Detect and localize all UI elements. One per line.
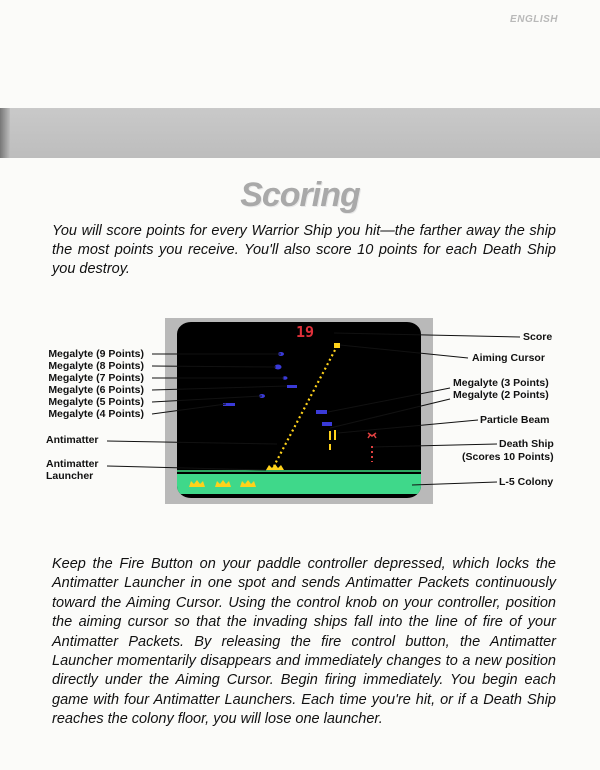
game-screen-graphics bbox=[177, 322, 421, 498]
particle-beam bbox=[329, 431, 331, 440]
label-megalyte-3: Megalyte (3 Points) bbox=[453, 377, 549, 389]
antimatter-launcher-icon bbox=[266, 464, 284, 470]
label-antimatter-launcher-line2: Launcher bbox=[46, 470, 94, 482]
label-l5-colony: L-5 Colony bbox=[499, 476, 554, 488]
label-score: Score bbox=[523, 331, 553, 343]
label-death-ship: Death Ship bbox=[499, 438, 554, 450]
score-readout: 19 bbox=[295, 323, 315, 341]
label-megalyte-4: Megalyte (4 Points) bbox=[48, 408, 144, 420]
game-screen bbox=[177, 322, 421, 498]
l5-colony-floor bbox=[177, 474, 421, 494]
megalyte-4-icon bbox=[223, 403, 235, 406]
label-antimatter-launcher-line1: Antimatter bbox=[46, 458, 99, 470]
label-megalyte-5: Megalyte (5 Points) bbox=[48, 396, 144, 408]
aiming-cursor bbox=[334, 343, 340, 348]
label-particle-beam: Particle Beam bbox=[480, 414, 550, 426]
megalyte-5-icon bbox=[259, 394, 265, 398]
label-aiming-cursor: Aiming Cursor bbox=[472, 352, 545, 364]
megalyte-9-icon bbox=[278, 352, 284, 356]
label-antimatter: Antimatter bbox=[46, 434, 99, 446]
header-band bbox=[0, 108, 600, 158]
label-megalyte-9: Megalyte (9 Points) bbox=[48, 348, 144, 360]
section-title: Scoring bbox=[240, 176, 360, 214]
megalyte-6-icon bbox=[287, 385, 297, 388]
label-death-ship-note: (Scores 10 Points) bbox=[462, 451, 554, 463]
label-megalyte-6: Megalyte (6 Points) bbox=[48, 384, 144, 396]
instructions-paragraph: Keep the Fire Button on your paddle controller depressed, which locks the Antimatter Launcher in one spot and sends Antimatter Packets continuously toward the Aiming Cursor. Using the control knob on your controller, position the aiming cursor so that the invading ships fall into the line of fire of your Antimatter Packets. By releasing the fire control button, the Antimatter Launcher momentarily disappears and immediately changes to a new position directly under the Aiming Cursor. Begin firing immediately. You begin each game with four Antimatter Launchers. Each time you're hit, or if a Death Ship reaches the colony floor, you will lose one launcher. bbox=[52, 556, 556, 728]
label-megalyte-8: Megalyte (8 Points) bbox=[48, 360, 144, 372]
death-ship-icon bbox=[368, 433, 376, 438]
language-label: ENGLISH bbox=[510, 14, 558, 25]
intro-paragraph: You will score points for every Warrior Ship you hit—the farther away the ship the most points you receive. You'll also score 10 points for each Death Ship you destroy. bbox=[52, 223, 556, 277]
megalyte-3-icon bbox=[316, 410, 327, 414]
megalyte-8-icon bbox=[275, 365, 282, 370]
antimatter-stream bbox=[274, 350, 335, 466]
megalyte-7-icon bbox=[283, 376, 288, 380]
label-megalyte-2: Megalyte (2 Points) bbox=[453, 389, 549, 401]
label-megalyte-7: Megalyte (7 Points) bbox=[48, 372, 144, 384]
megalyte-2-icon bbox=[322, 422, 332, 426]
